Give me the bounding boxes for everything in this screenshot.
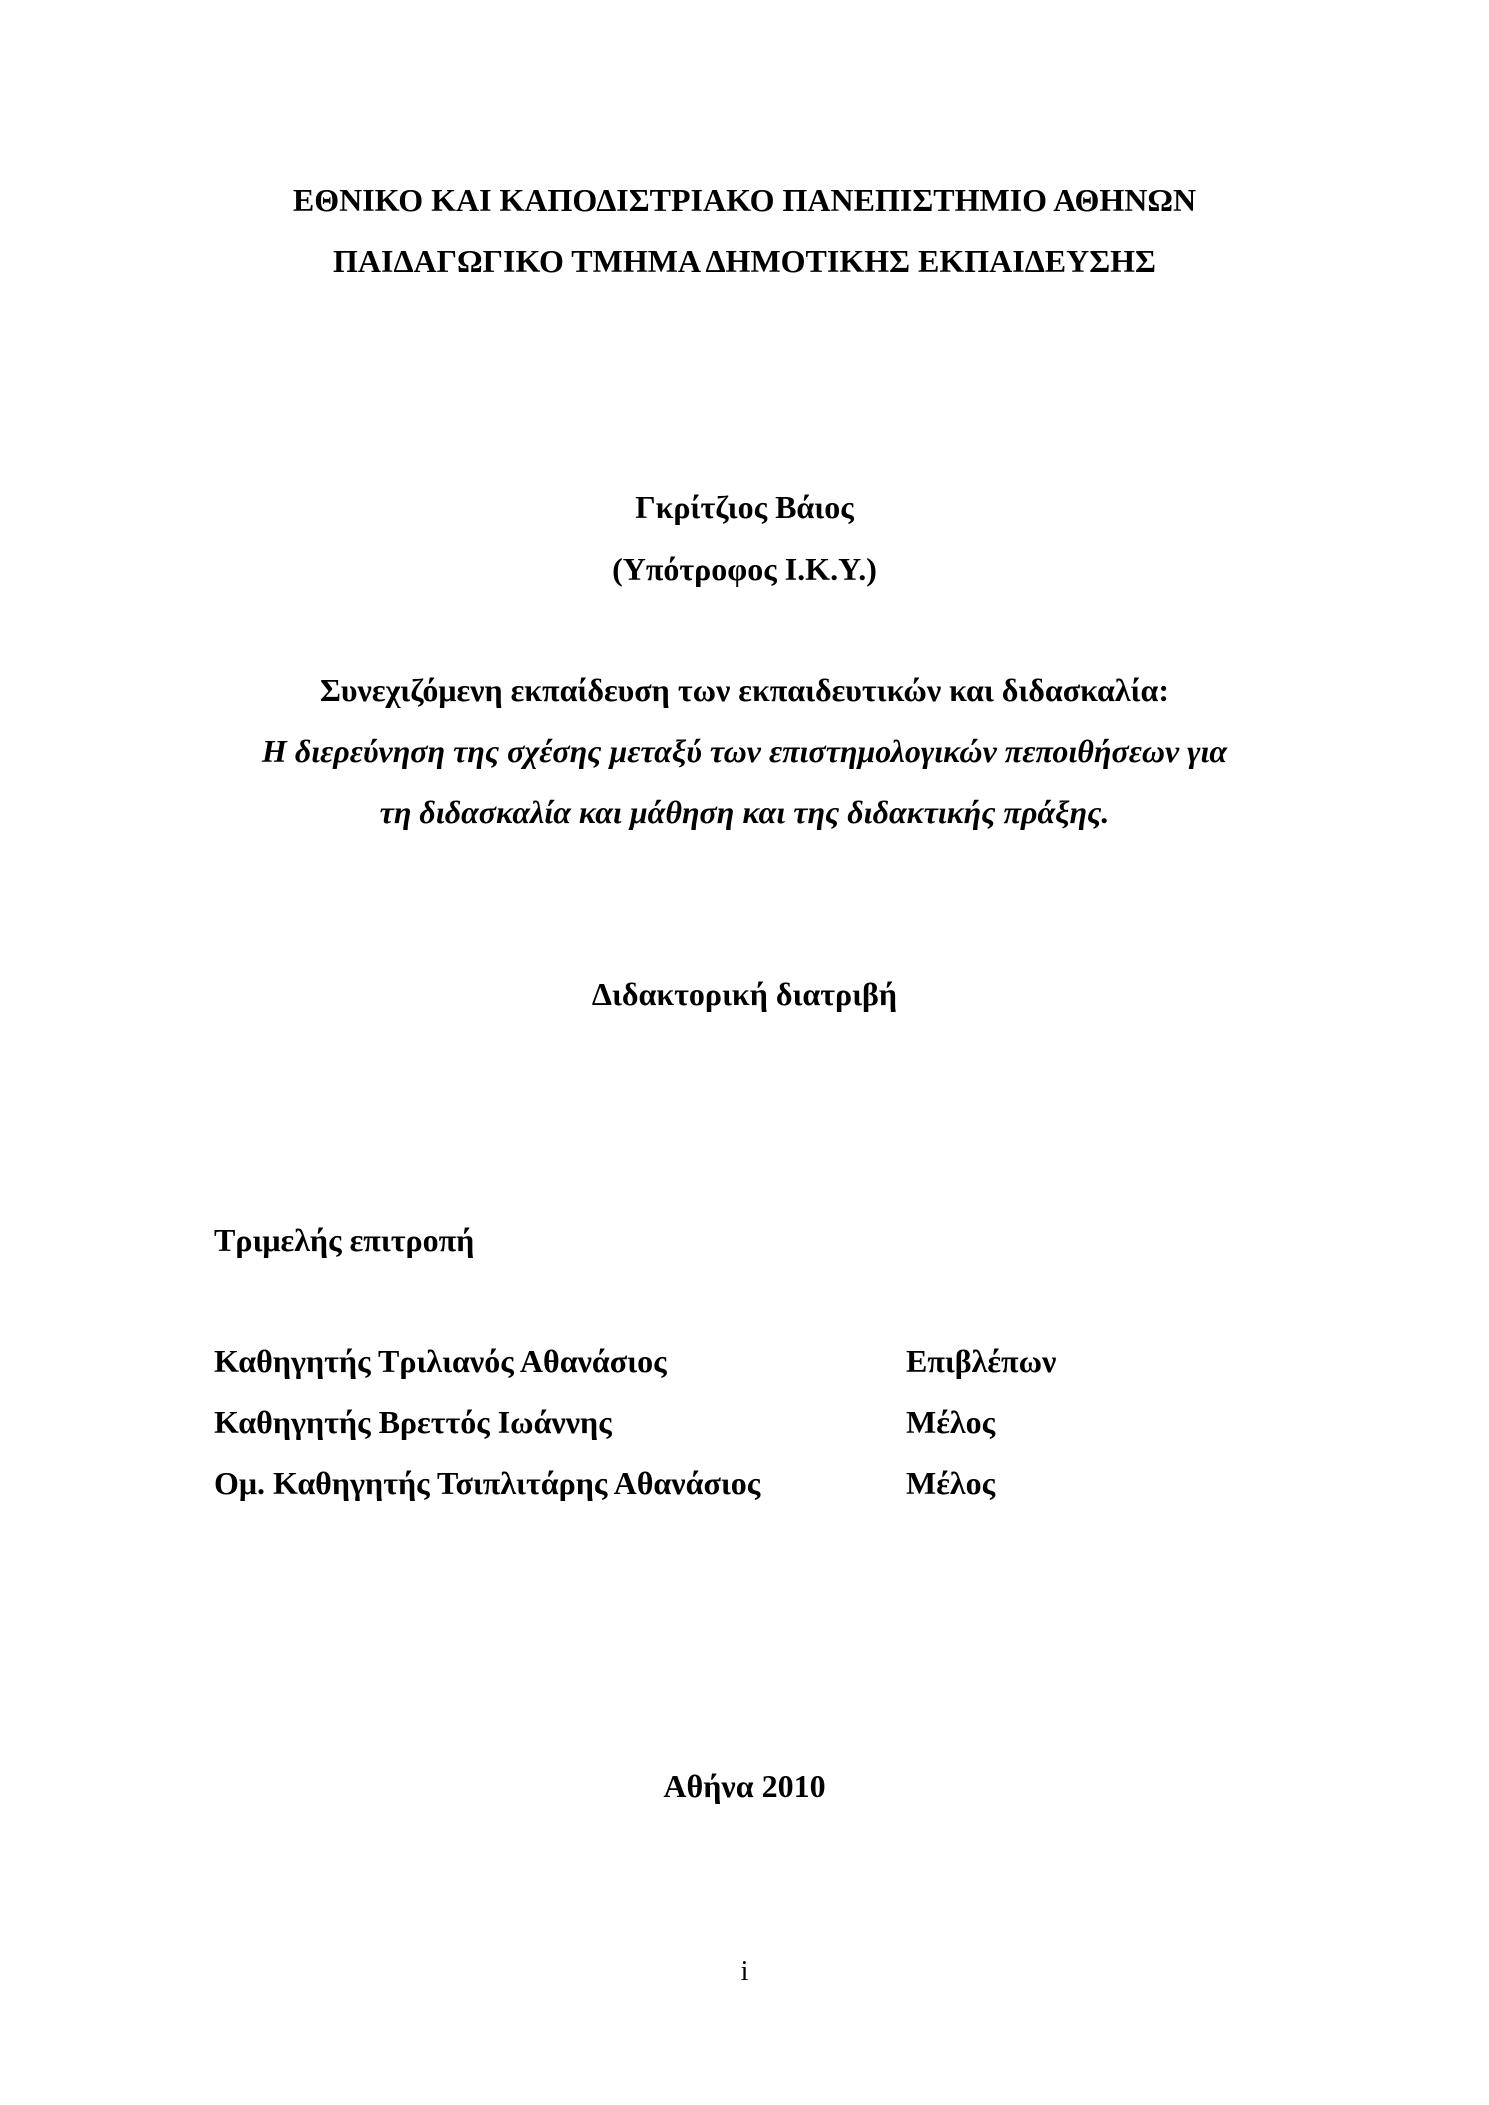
committee-member-name: Ομ. Καθηγητής Τσιπλιτάρης Αθανάσιος [214,1465,761,1501]
thesis-subtitle-line-1: Η διερεύνηση της σχέσης μεταξύ των επιστημολογικών πεποιθήσεων για [261,733,1228,769]
author-scholarship: (Υπότροφος Ι.Κ.Υ.) [612,551,877,587]
university-name: ΕΘΝΙΚΟ ΚΑΙ ΚΑΠΟΔΙΣΤΡΙΑΚΟ ΠΑΝΕΠΙΣΤΗΜΙΟ ΑΘΗΝΩΝ [292,182,1197,218]
committee-member-name: Καθηγητής Τριλιανός Αθανάσιος [214,1343,667,1379]
document-type: Διδακτορική διατριβή [591,976,898,1012]
thesis-title: Συνεχιζόμενη εκπαίδευση των εκπαιδευτικών και διδασκαλία: [320,672,1169,708]
committee-heading: Τριμελής επιτροπή [214,1222,475,1258]
committee-member-role: Επιβλέπων [906,1343,1057,1379]
committee-member-role: Μέλος [906,1404,996,1440]
thesis-subtitle-line-2: τη διδασκαλία και μάθηση και της διδακτικής πράξης. [379,794,1110,830]
place-year: Αθήνα 2010 [663,1768,826,1804]
page-number: i [740,1956,749,1987]
department-name: ΠΑΙΔΑΓΩΓΙΚΟ ΤΜΗΜΑ ΔΗΜΟΤΙΚΗΣ ΕΚΠΑΙΔΕΥΣΗΣ [333,243,1156,279]
committee-member-role: Μέλος [906,1465,996,1501]
committee-member-name: Καθηγητής Βρεττός Ιωάννης [214,1404,612,1440]
author-name: Γκρίτζιος Βάιος [635,489,854,525]
